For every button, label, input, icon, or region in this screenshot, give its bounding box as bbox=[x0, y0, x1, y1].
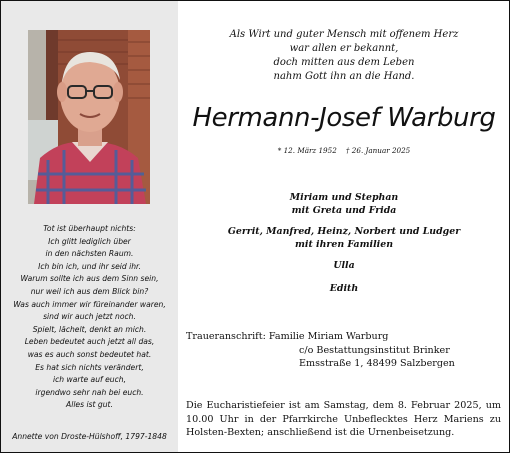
birth-date: * 12. März 1952 bbox=[277, 146, 337, 155]
address-line: c/o Bestattungsinstitut Brinker bbox=[299, 344, 450, 356]
poem-line: sind wir auch jetzt noch. bbox=[43, 312, 136, 322]
mourning-address bbox=[186, 330, 506, 371]
service-notice: Die Eucharistiefeier ist am Samstag, dem 8. Februar 2025, um 10.00 Uhr in der Pfarrkirche Unbeflecktes Herz Mariens zu Holsten-Bexten; anschließend ist die Urnenbeisetzung. bbox=[186, 400, 501, 438]
mourners-list bbox=[179, 191, 509, 303]
mourner-group bbox=[179, 282, 509, 295]
poem-line: Spielt, lächelt, denkt an mich. bbox=[32, 324, 147, 334]
mourner-group bbox=[179, 225, 509, 251]
verse-line: war allen er bekannt, bbox=[289, 43, 399, 54]
mourner-line: Gerrit, Manfred, Heinz, Norbert und Ludger bbox=[227, 226, 461, 237]
mourner-line: Miriam und Stephan bbox=[289, 192, 399, 203]
poem-line: Leben bedeutet auch jetzt all das, bbox=[24, 337, 155, 347]
right-column bbox=[179, 1, 509, 452]
left-column bbox=[1, 1, 178, 452]
poem-line: ich warte auf euch, bbox=[52, 375, 126, 385]
address-row bbox=[186, 330, 506, 344]
verse-line: Als Wirt und guter Mensch mit offenem Herz bbox=[229, 29, 459, 40]
portrait-photo bbox=[28, 30, 150, 204]
life-dates bbox=[179, 146, 509, 155]
mourner-line: Ulla bbox=[333, 260, 355, 271]
poem-line: Ich glitt lediglich über bbox=[48, 236, 131, 246]
mourner-group bbox=[179, 259, 509, 272]
poem-line: Warum sollte ich aus dem Sinn sein, bbox=[20, 274, 159, 284]
poem-line: Tot ist überhaupt nichts: bbox=[43, 224, 136, 233]
death-date: † 26. Januar 2025 bbox=[345, 146, 411, 155]
poem-author: Annette von Droste-Hülshoff, 1797-1848 bbox=[12, 432, 167, 441]
mourner-line: mit ihren Familien bbox=[294, 239, 394, 250]
poem-line: Was auch immer wir füreinander waren, bbox=[13, 299, 166, 309]
poem-line: Es hat sich nichts verändert, bbox=[35, 362, 144, 372]
mourner-line: Edith bbox=[329, 283, 359, 294]
poem bbox=[1, 223, 178, 412]
opening-verse bbox=[179, 28, 509, 84]
poem-line: was es auch sonst bedeutet hat. bbox=[27, 349, 152, 359]
poem-line: in den nächsten Raum. bbox=[45, 249, 134, 259]
poem-line: nur weil ich aus dem Blick bin? bbox=[30, 286, 149, 296]
verse-line: doch mitten aus dem Leben bbox=[273, 57, 415, 68]
address-line: Emsstraße 1, 48499 Salzbergen bbox=[299, 358, 455, 369]
address-label: Traueranschrift: bbox=[186, 331, 266, 342]
verse-line: nahm Gott ihn an die Hand. bbox=[273, 71, 415, 82]
deceased-name: Hermann-Josef Warburg bbox=[192, 103, 496, 133]
poem-line: Ich bin ich, und ihr seid ihr. bbox=[38, 261, 141, 271]
address-line: Familie Miriam Warburg bbox=[268, 331, 389, 342]
mourner-line: mit Greta und Frida bbox=[291, 205, 397, 216]
poem-line: Alles ist gut. bbox=[66, 400, 113, 410]
mourner-group bbox=[179, 191, 509, 217]
poem-line: irgendwo sehr nah bei euch. bbox=[35, 387, 144, 397]
